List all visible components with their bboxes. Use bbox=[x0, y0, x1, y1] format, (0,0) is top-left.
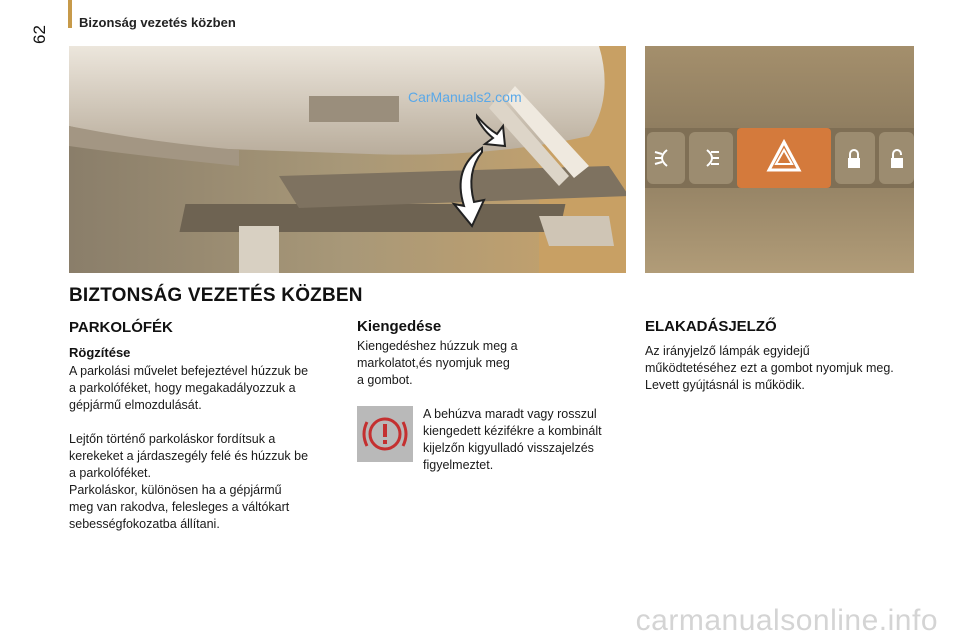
text-line: működtetéséhez ezt a gombot nyomjuk meg. bbox=[645, 361, 894, 375]
section-header: Bizonság vezetés közben bbox=[79, 15, 236, 30]
watermark-top: CarManuals2.com bbox=[408, 89, 522, 105]
release-text bbox=[357, 338, 518, 389]
parking-brake-illustration bbox=[69, 46, 626, 273]
text-line: sebességfokozatba állítani. bbox=[69, 517, 220, 531]
hazard-heading: ELAKADÁSJELZŐ bbox=[645, 318, 777, 335]
text-line: Levett gyújtásnál is működik. bbox=[645, 378, 805, 392]
text-line: gépjármű elmozdulását. bbox=[69, 398, 202, 412]
release-heading: Kiengedése bbox=[357, 318, 442, 335]
text-line: A behúzva maradt vagy rosszul bbox=[423, 407, 597, 421]
hazard-text bbox=[645, 343, 894, 394]
text-line: A parkolási művelet befejeztével húzzuk be bbox=[69, 364, 309, 378]
text-line: Lejtőn történő parkoláskor fordítsuk a bbox=[69, 432, 276, 446]
hazard-switch-panel bbox=[645, 46, 914, 273]
watermark-bottom: carmanualsonline.info bbox=[635, 604, 938, 637]
text-line: kiengedett kézifékre a kombinált bbox=[423, 424, 602, 438]
apply-heading: Rögzítése bbox=[69, 345, 131, 360]
text-line: kijelzőn kigyulladó visszajelzés bbox=[423, 441, 594, 455]
text-line: figyelmeztet. bbox=[423, 458, 494, 472]
text-line: a parkolóféket. bbox=[69, 466, 151, 480]
text-line: Kiengedéshez húzzuk meg a bbox=[357, 339, 518, 353]
slope-text bbox=[69, 431, 308, 533]
warning-text bbox=[423, 406, 602, 474]
apply-text bbox=[69, 363, 308, 414]
brake-warning-lamp bbox=[357, 406, 413, 462]
text-line: a gombot. bbox=[357, 373, 413, 387]
text-line: meg van rakodva, felesleges a váltókart bbox=[69, 500, 290, 514]
text-line: markolatot,és nyomjuk meg bbox=[357, 356, 510, 370]
text-line: kerekeket a járdaszegély felé és húzzuk be bbox=[69, 449, 309, 463]
text-line: Az irányjelző lámpák egyidejű bbox=[645, 344, 810, 358]
parking-brake-heading: PARKOLÓFÉK bbox=[69, 319, 173, 336]
text-line: Parkoláskor, különösen ha a gépjármű bbox=[69, 483, 282, 497]
page-number: 62 bbox=[30, 25, 49, 44]
brake-warning-icon bbox=[357, 406, 413, 462]
text-line: a parkolóféket, hogy megakadályozzuk a bbox=[69, 381, 296, 395]
page-title: BIZTONSÁG VEZETÉS KÖZBEN bbox=[69, 285, 363, 306]
header-accent-bar bbox=[68, 0, 72, 28]
